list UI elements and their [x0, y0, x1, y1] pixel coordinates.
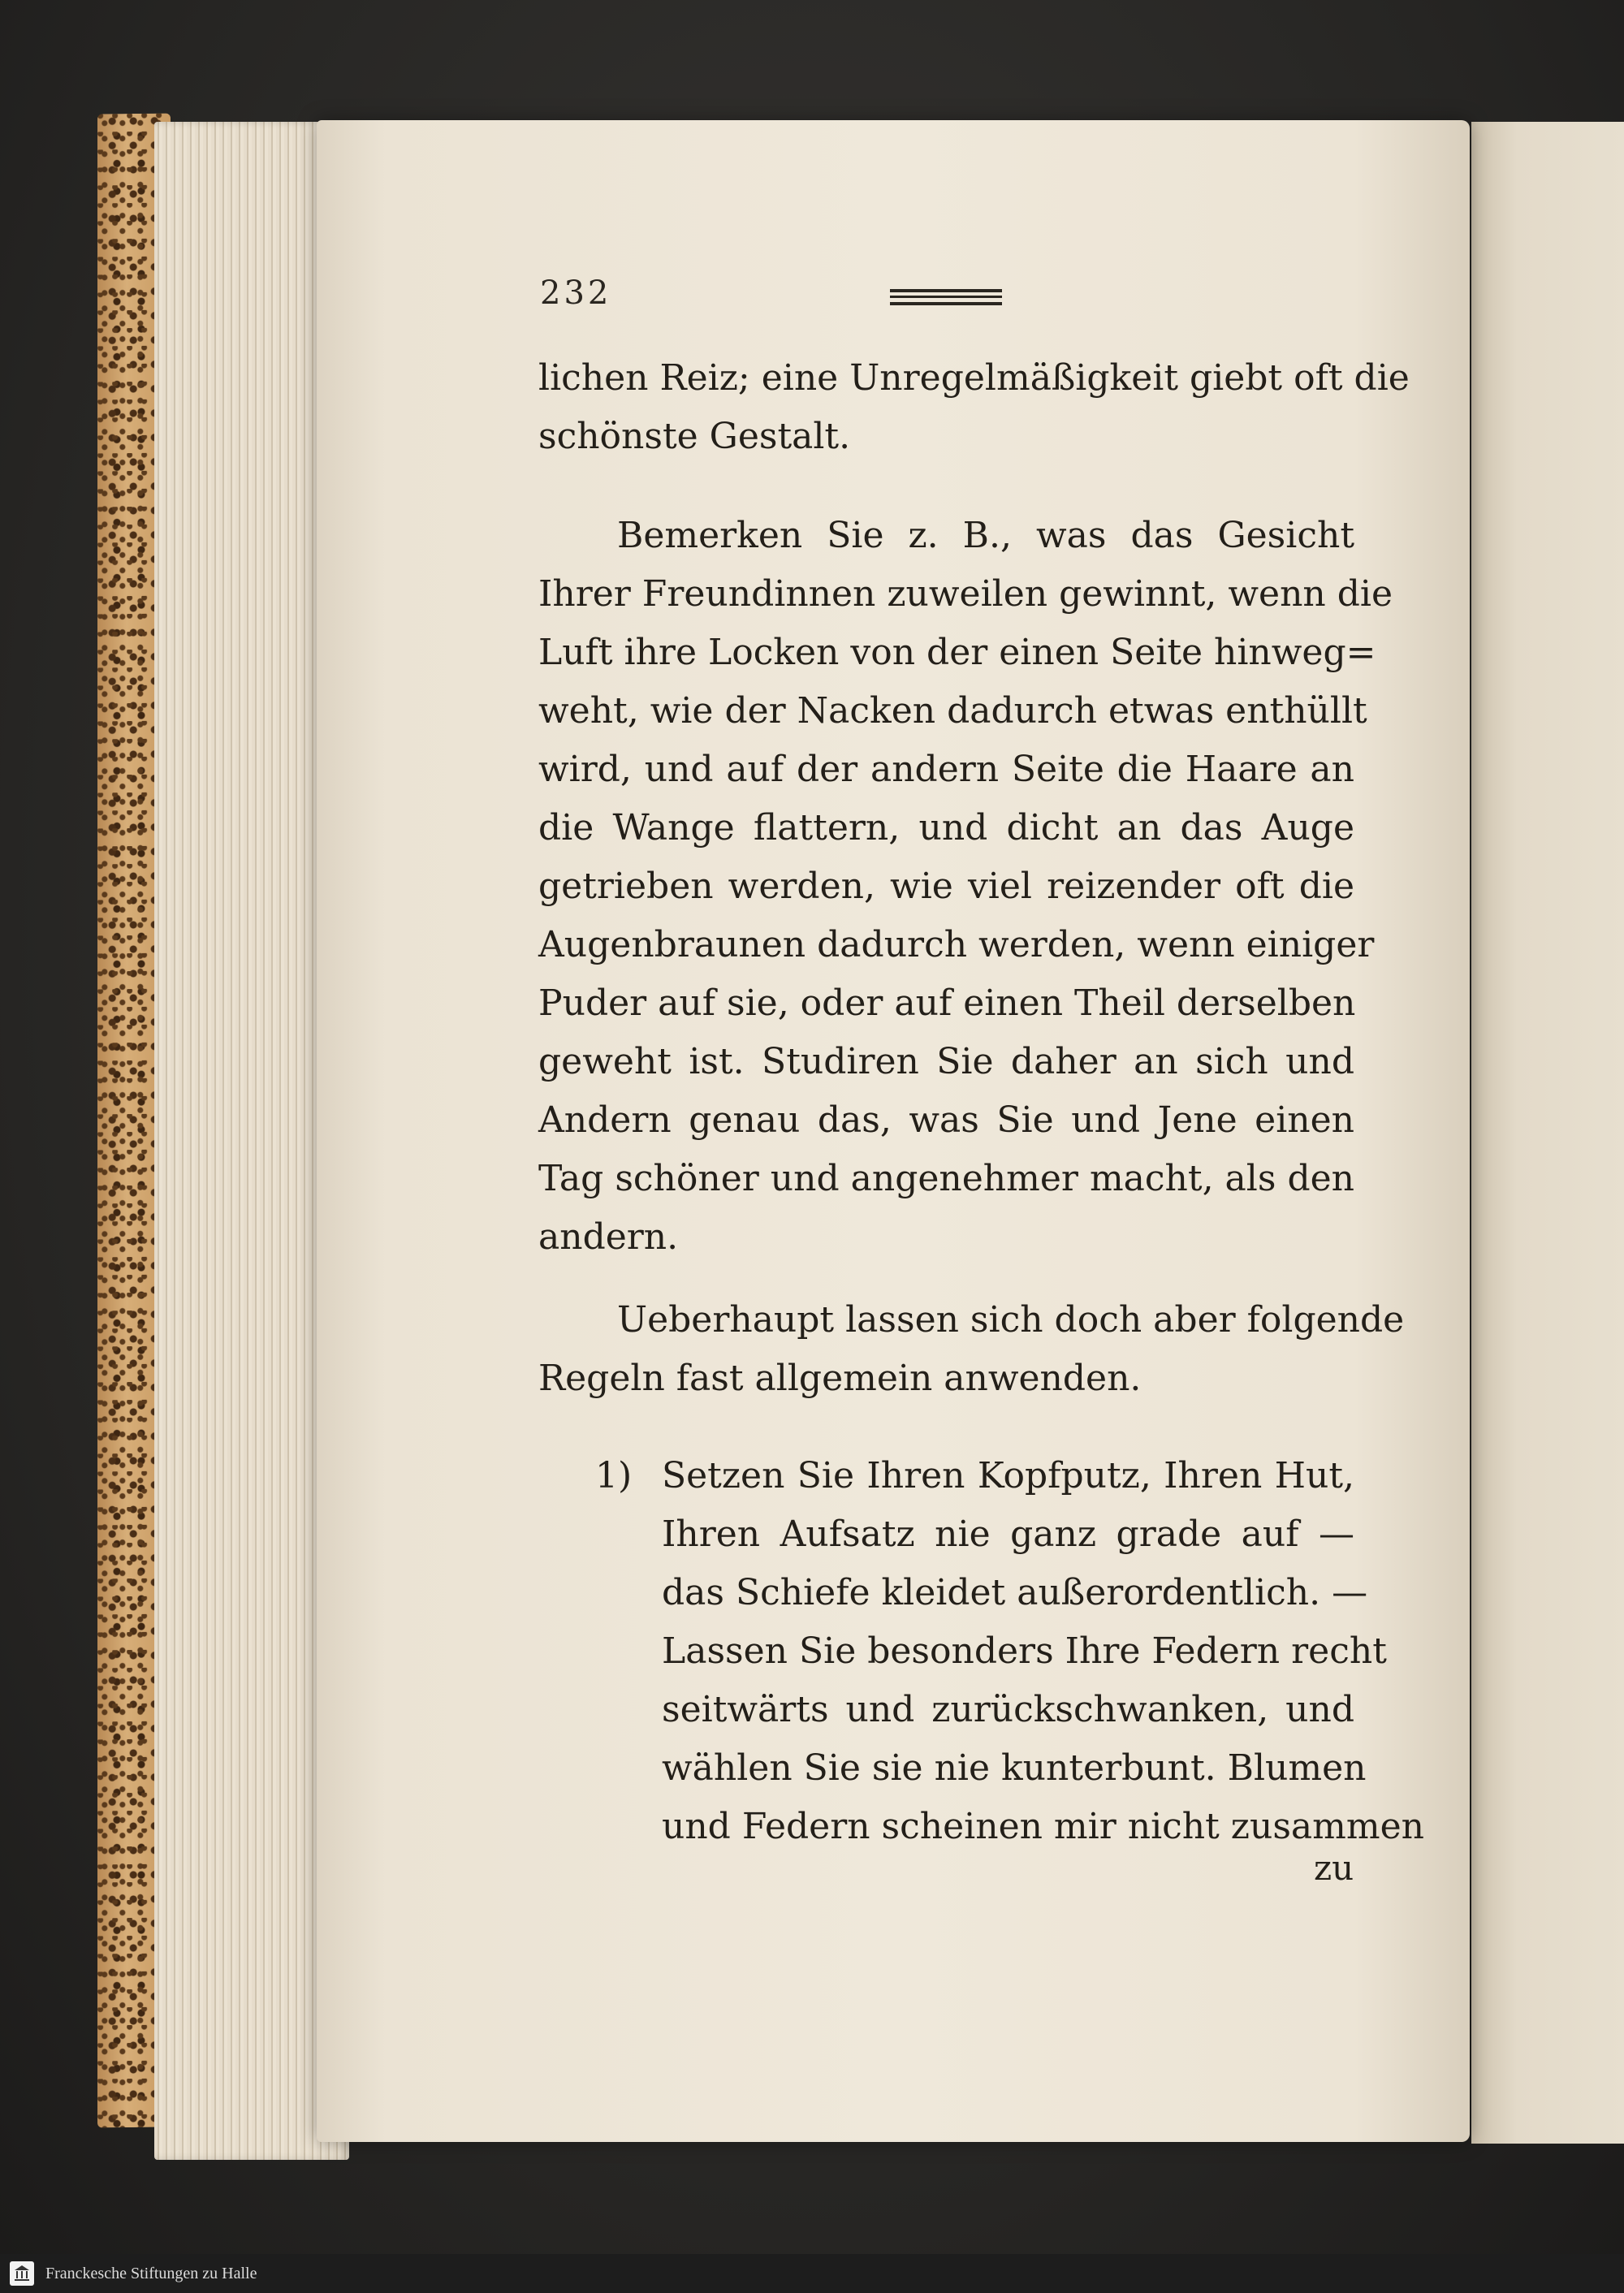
text-line: Andern genau das, was Sie und Jene einen: [538, 1099, 1354, 1141]
text-line: das Schiefe kleidet außerordentlich. —: [662, 1572, 1368, 1613]
page-number: 232: [540, 274, 612, 312]
text-line: Tag schöner und angenehmer macht, als den: [538, 1158, 1354, 1199]
text-line: getrieben werden, wie viel reizender oft die: [538, 866, 1354, 907]
text-line: und Federn scheinen mir nicht zusammen: [662, 1806, 1424, 1847]
header-rule: [890, 289, 1002, 305]
text-line: wird, und auf der andern Seite die Haare an: [538, 749, 1354, 790]
text-line: weht, wie der Nacken dadurch etwas enthüllt: [538, 690, 1367, 732]
text-line: seitwärts und zurückschwanken, und: [662, 1689, 1354, 1730]
text-line: die Wange flattern, und dicht an das Auge: [538, 807, 1354, 849]
text-line: lichen Reiz; eine Unregelmäßigkeit giebt oft die: [538, 357, 1410, 399]
footer-label: Franckesche Stiftungen zu Halle: [45, 2264, 257, 2282]
building-icon: [14, 2265, 30, 2282]
text-line: wählen Sie sie nie kunterbunt. Blumen: [662, 1747, 1367, 1789]
facing-page: [1471, 122, 1624, 2144]
text-line: Regeln fast allgemein anwenden.: [538, 1358, 1142, 1399]
institution-logo-icon: [10, 2261, 34, 2286]
text-line: Luft ihre Locken von der einen Seite hinweg=: [538, 632, 1376, 673]
text-line: schönste Gestalt.: [538, 416, 851, 457]
list-item-text: [662, 1447, 1424, 1856]
paragraph-1: [538, 349, 1410, 466]
text-line: Ihrer Freundinnen zuweilen gewinnt, wenn die: [538, 573, 1393, 615]
footer-bar: [0, 2254, 1624, 2293]
text-line: Bemerken Sie z. B., was das Gesicht: [617, 515, 1354, 556]
text-line: Puder auf sie, oder auf einen Theil derselben: [538, 982, 1356, 1024]
list-marker: 1): [595, 1455, 633, 1496]
text-line: Ihren Aufsatz nie ganz grade auf —: [662, 1514, 1354, 1555]
paragraph-2: [538, 507, 1393, 1267]
text-line: Lassen Sie besonders Ihre Federn recht: [662, 1630, 1387, 1672]
catchword: zu: [1314, 1848, 1354, 1888]
text-line: andern.: [538, 1216, 679, 1258]
text-line: Ueberhaupt lassen sich doch aber folgende: [617, 1299, 1405, 1341]
paragraph-3: [538, 1291, 1405, 1408]
text-line: geweht ist. Studiren Sie daher an sich und: [538, 1041, 1354, 1082]
text-line: Augenbraunen dadurch werden, wenn einiger: [538, 924, 1375, 965]
text-line: Setzen Sie Ihren Kopfputz, Ihren Hut,: [662, 1455, 1354, 1496]
